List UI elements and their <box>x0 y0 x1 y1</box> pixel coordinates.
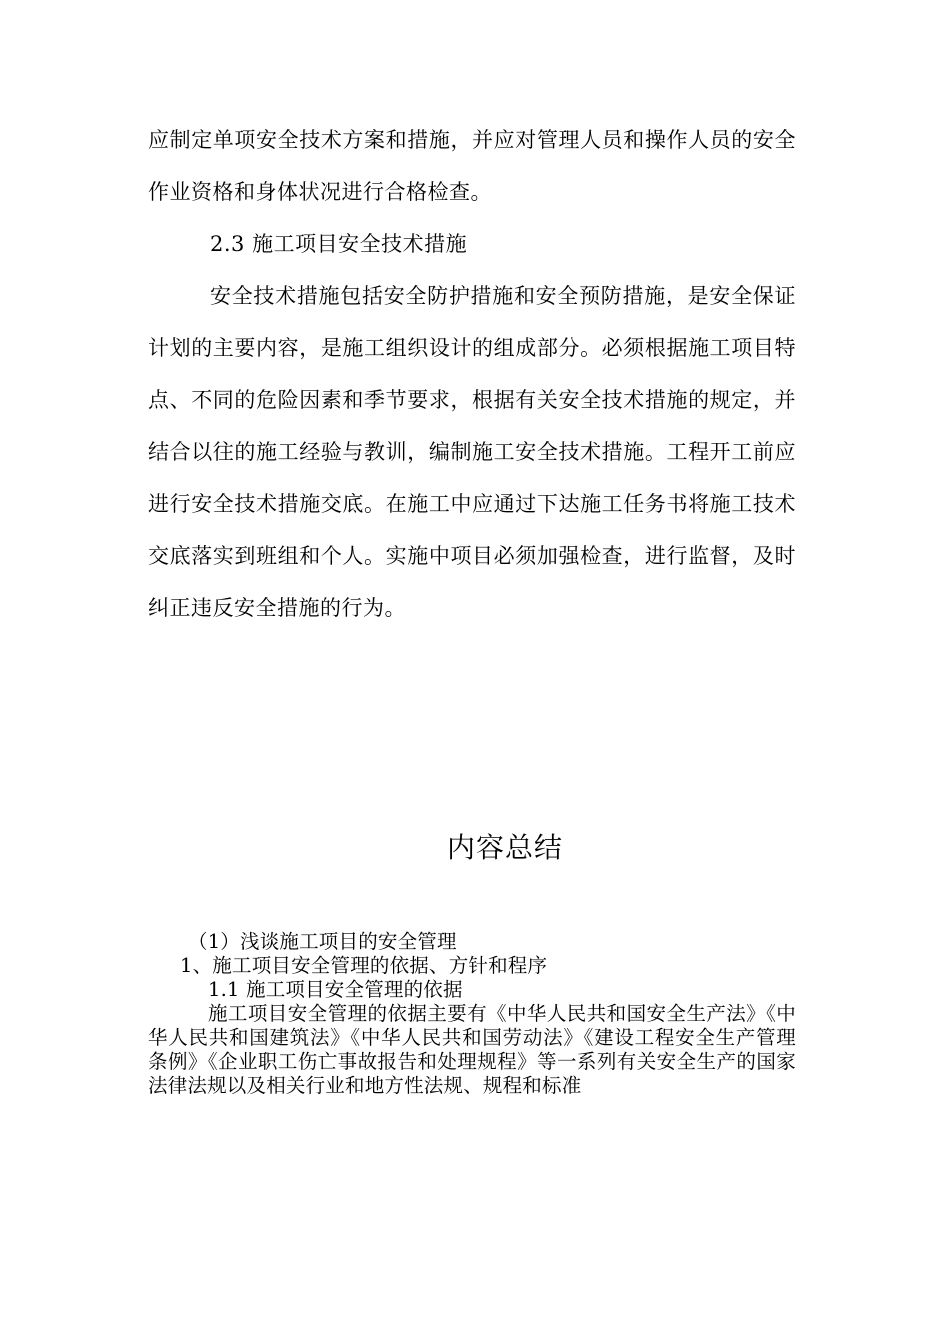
summary-item-1: （1）浅谈施工项目的安全管理 <box>188 930 457 953</box>
continued-paragraph: 应制定单项安全技术方案和措施，并应对管理人员和操作人员的安全作业资格和身体状况进行合格检查。 <box>148 128 796 204</box>
summary-body <box>148 930 796 1098</box>
summary-title: 内容总结 <box>446 831 563 864</box>
summary-item-2: 1、施工项目安全管理的依据、方针和程序 <box>180 954 548 977</box>
safety-measures-paragraph: 安全技术措施包括安全防护措施和安全预防措施，是安全保证计划的主要内容，是施工组织设计的组成部分。必须根据施工项目特点、不同的危险因素和季节要求，根据有关安全技术措施的规定，并结合以往的施工经验与教训，编制施工安全技术措施。工程开工前应进行安全技术措施交底。在施工中应通过下达施工任务书将施工技术交底落实到班组和个人。实施中项目必须加强检查，进行监督，及时纠正违反安全措施的行为。 <box>148 284 796 620</box>
document-body <box>148 114 796 634</box>
section-heading: 2.3 施工项目安全技术措施 <box>210 232 468 256</box>
summary-paragraph: 施工项目安全管理的依据主要有《中华人民共和国安全生产法》《中华人民共和国建筑法》《中华人民共和国劳动法》《建设工程安全生产管理条例》《企业职工伤亡事故报告和处理规程》等一系列有关安全生产的国家法律法规以及相关行业和地方性法规、规程和标准 <box>148 1002 796 1097</box>
summary-item-3: 1.1 施工项目安全管理的依据 <box>208 978 463 1001</box>
